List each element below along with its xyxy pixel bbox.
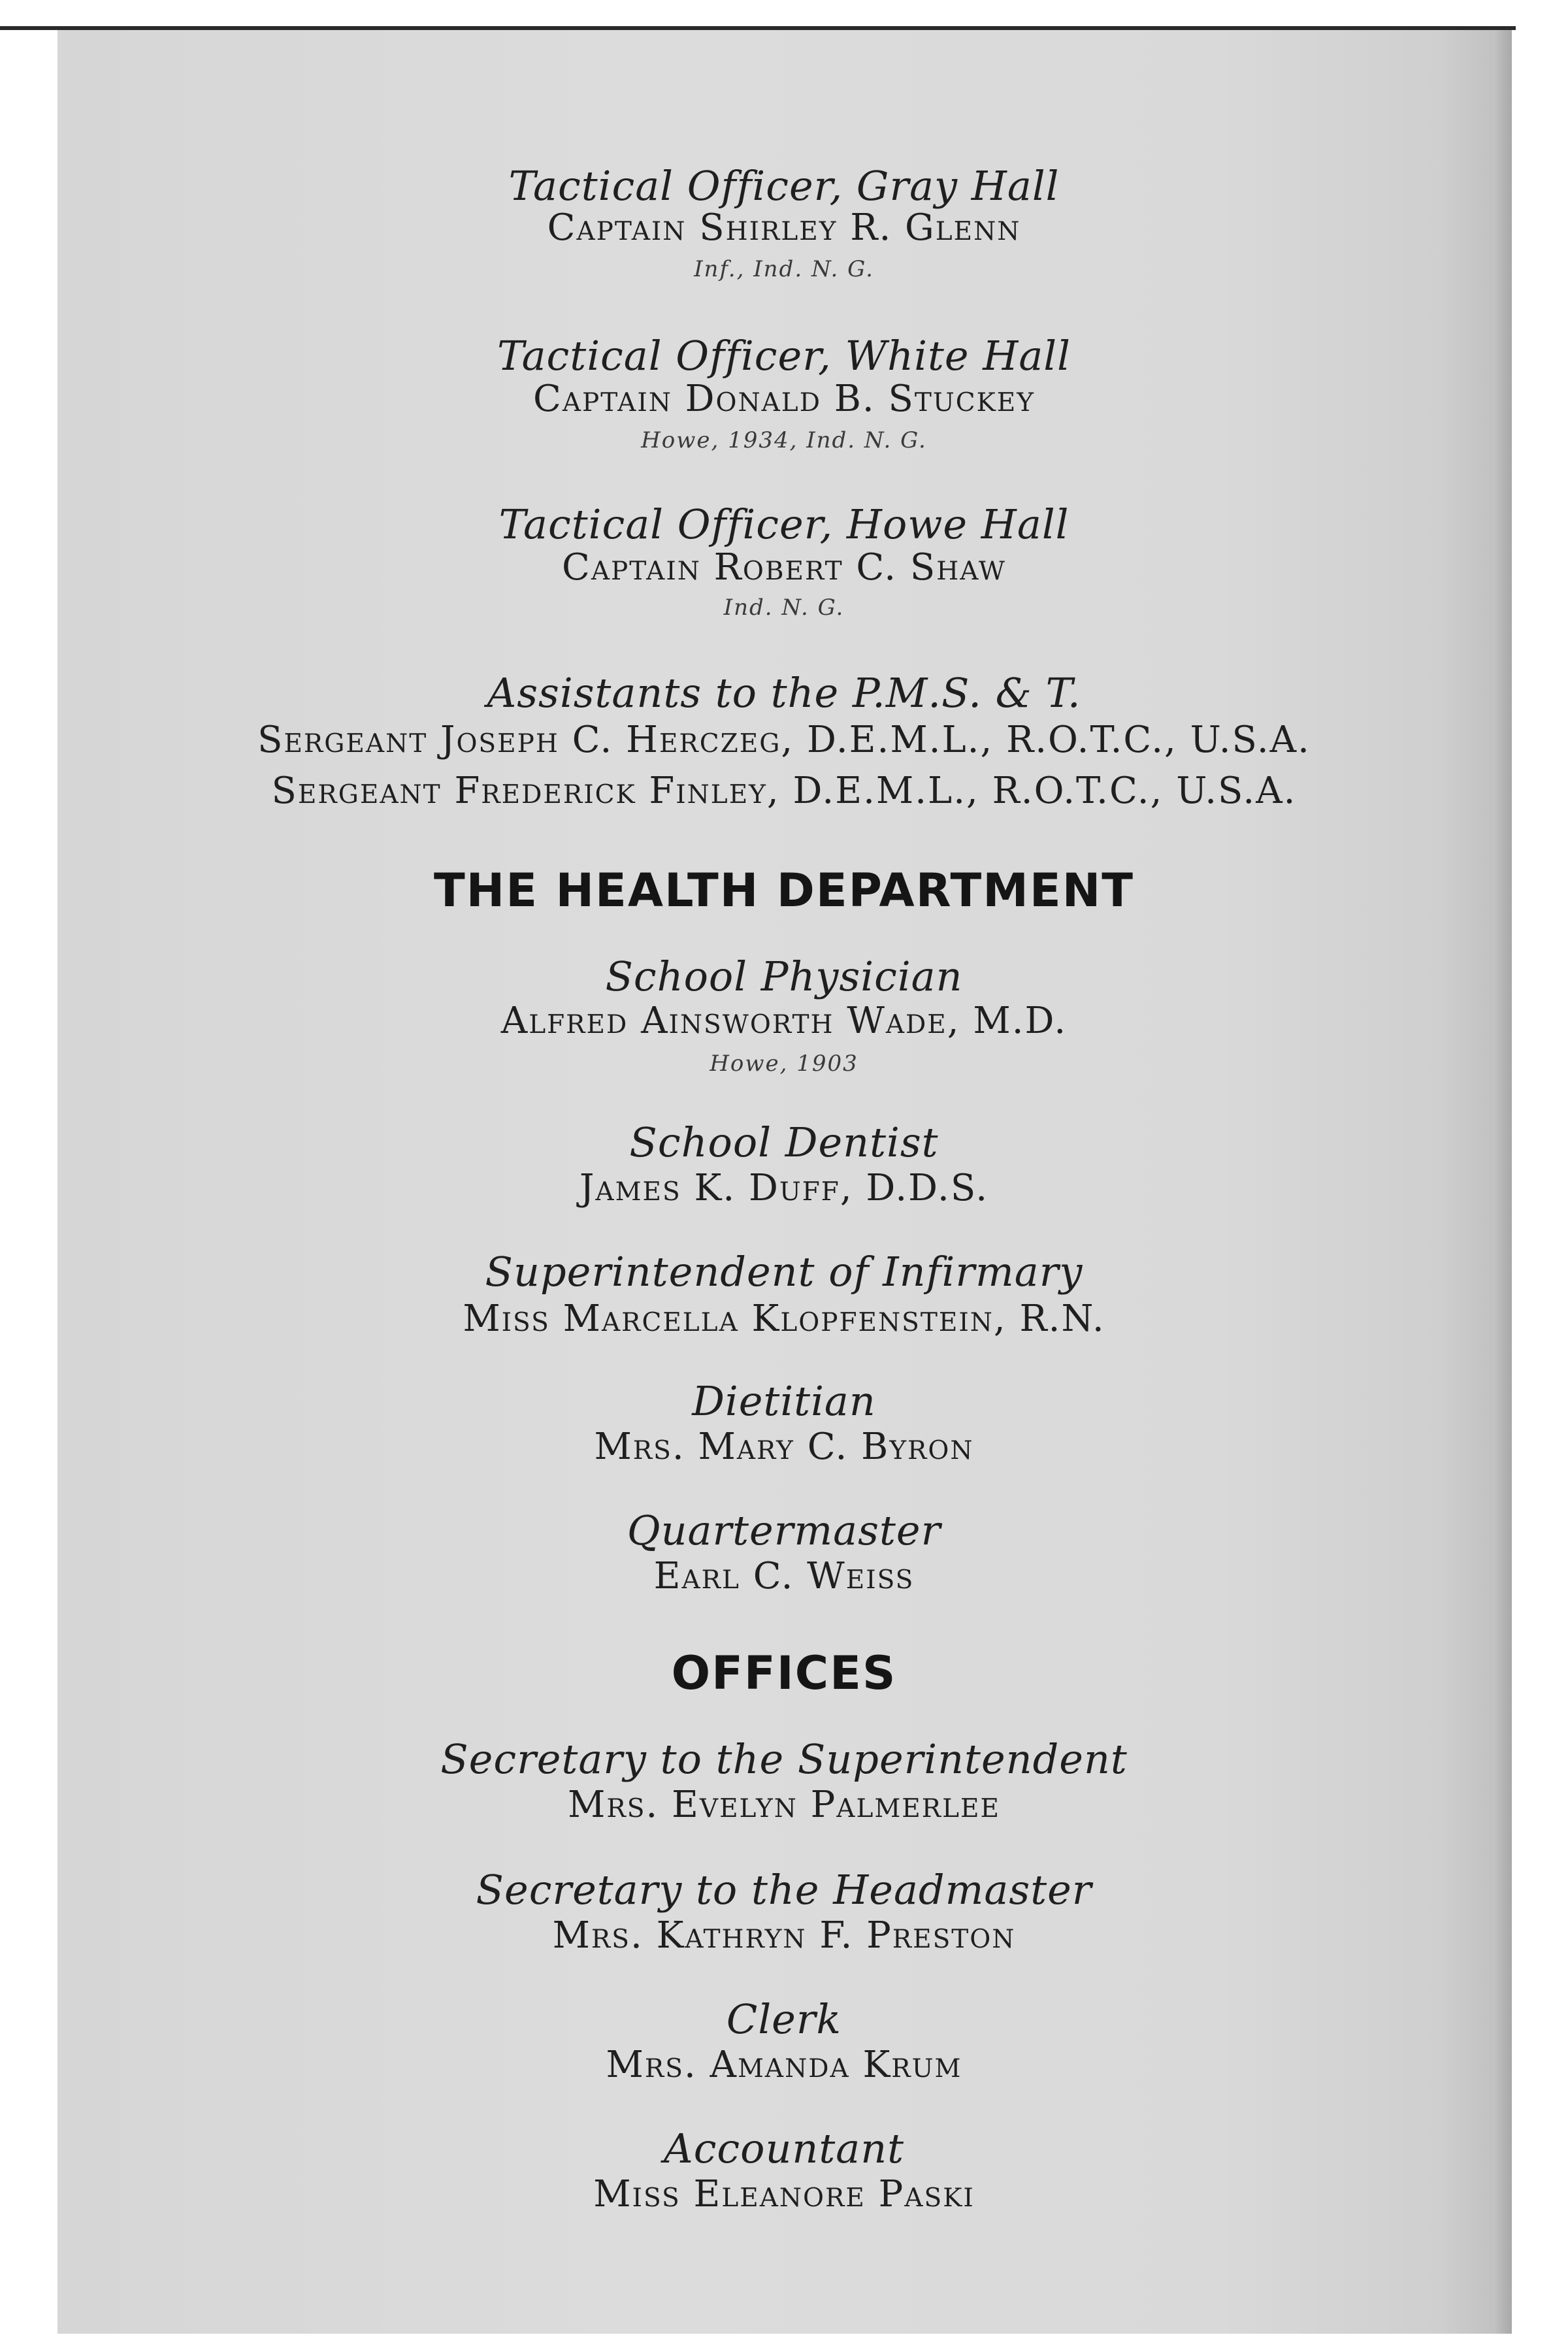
health-name: James K. Duff, D.D.S. (579, 1167, 989, 1209)
office-title: Clerk (726, 1995, 842, 2043)
officer-title: Tactical Officer, Howe Hall (498, 500, 1070, 548)
officer-note: Howe, 1934, Ind. N. G. (641, 427, 927, 453)
health-title: Superintendent of Infirmary (485, 1248, 1083, 1296)
section-heading-health: THE HEALTH DEPARTMENT (433, 864, 1135, 917)
office-title: Secretary to the Superintendent (440, 1735, 1128, 1783)
officer-note: Ind. N. G. (723, 595, 845, 621)
health-name: Earl C. Weiss (653, 1555, 915, 1597)
assistants-title: Assistants to the P.M.S. & T. (487, 669, 1081, 717)
assistant-name: Sergeant Joseph C. Herczeg, D.E.M.L., R.O.T.C., U.S.A. (257, 719, 1311, 761)
office-name: Mrs. Amanda Krum (606, 2044, 962, 2086)
health-name: Mrs. Mary C. Byron (594, 1426, 974, 1468)
health-note: Howe, 1903 (710, 1051, 858, 1077)
officer-title: Tactical Officer, Gray Hall (508, 162, 1060, 210)
officer-name: Captain Donald B. Stuckey (533, 378, 1035, 420)
office-name: Mrs. Kathryn F. Preston (552, 1914, 1016, 1957)
health-title: Dietitian (692, 1377, 876, 1425)
office-name: Miss Eleanore Paski (593, 2173, 975, 2215)
health-title: Quartermaster (627, 1507, 941, 1554)
officer-name: Captain Robert C. Shaw (562, 546, 1006, 589)
office-title: Accountant (663, 2125, 905, 2172)
health-title: School Dentist (629, 1119, 939, 1166)
health-name: Alfred Ainsworth Wade, M.D. (500, 1000, 1068, 1042)
health-title: School Physician (605, 953, 963, 1000)
assistant-name: Sergeant Frederick Finley, D.E.M.L., R.O.T.C., U.S.A. (271, 770, 1297, 812)
office-name: Mrs. Evelyn Palmerlee (568, 1784, 1000, 1826)
section-heading-offices: OFFICES (671, 1646, 897, 1700)
officer-name: Captain Shirley R. Glenn (547, 206, 1021, 249)
health-name: Miss Marcella Klopfenstein, R.N. (463, 1298, 1105, 1340)
office-title: Secretary to the Headmaster (476, 1866, 1092, 1914)
officer-title: Tactical Officer, White Hall (497, 332, 1071, 380)
officer-note: Inf., Ind. N. G. (694, 256, 874, 282)
